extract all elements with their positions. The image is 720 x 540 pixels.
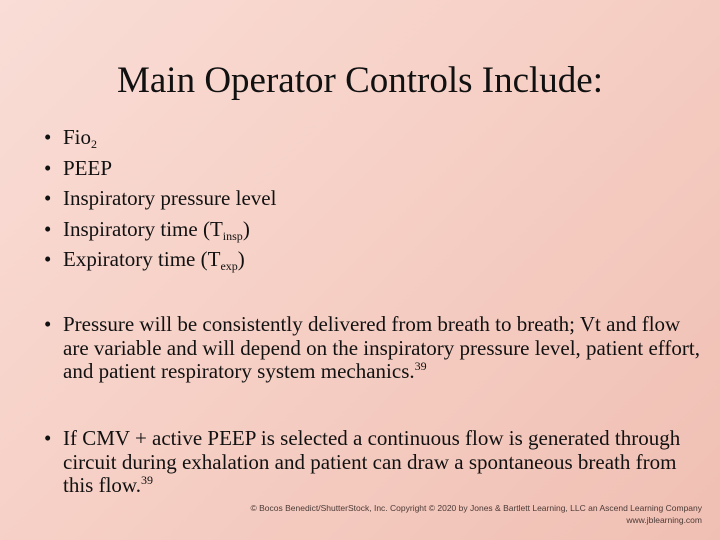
list-item — [44, 126, 276, 150]
pressure-note-list — [44, 313, 700, 384]
subscript: exp — [220, 259, 238, 273]
item-text: PEEP — [63, 155, 113, 180]
note-text: If CMV + active PEEP is selected a continuous flow is generated through circuit during exhalation and patient can draw a spontaneous breath from this flow. — [63, 426, 681, 497]
item-tail: ) — [242, 216, 250, 241]
list-item — [44, 187, 276, 211]
subscript: insp — [222, 228, 243, 243]
item-text: Fio — [63, 125, 92, 149]
copyright-text: © Bocos Benedict/ShutterStock, Inc. Copyright © 2020 by Jones & Bartlett Learning, LLC an Ascend Learning Company — [250, 503, 702, 513]
list-item — [44, 313, 700, 384]
list-item — [44, 218, 276, 242]
list-item — [44, 427, 700, 498]
reference-superscript: 39 — [140, 473, 153, 487]
item-text: Inspiratory pressure level — [63, 186, 277, 210]
subscript: 2 — [91, 137, 98, 151]
slide-title: Main Operator Controls Include: — [116, 60, 604, 101]
item-tail: ) — [237, 247, 245, 271]
copyright-footer — [251, 502, 702, 526]
list-item — [44, 248, 276, 272]
cmv-note-list — [44, 427, 700, 498]
controls-list — [44, 126, 276, 279]
item-text: Inspiratory time (T — [63, 216, 223, 241]
reference-superscript: 39 — [414, 359, 427, 373]
note-text: Pressure will be consistently delivered from breath to breath; Vt and flow are variable and will depend on the inspiratory pressure level, patient effort, and patient respiratory system mechanics. — [63, 312, 700, 383]
publisher-url: www.jblearning.com — [626, 515, 702, 525]
list-item — [44, 157, 276, 181]
item-text: Expiratory time (T — [63, 247, 221, 271]
